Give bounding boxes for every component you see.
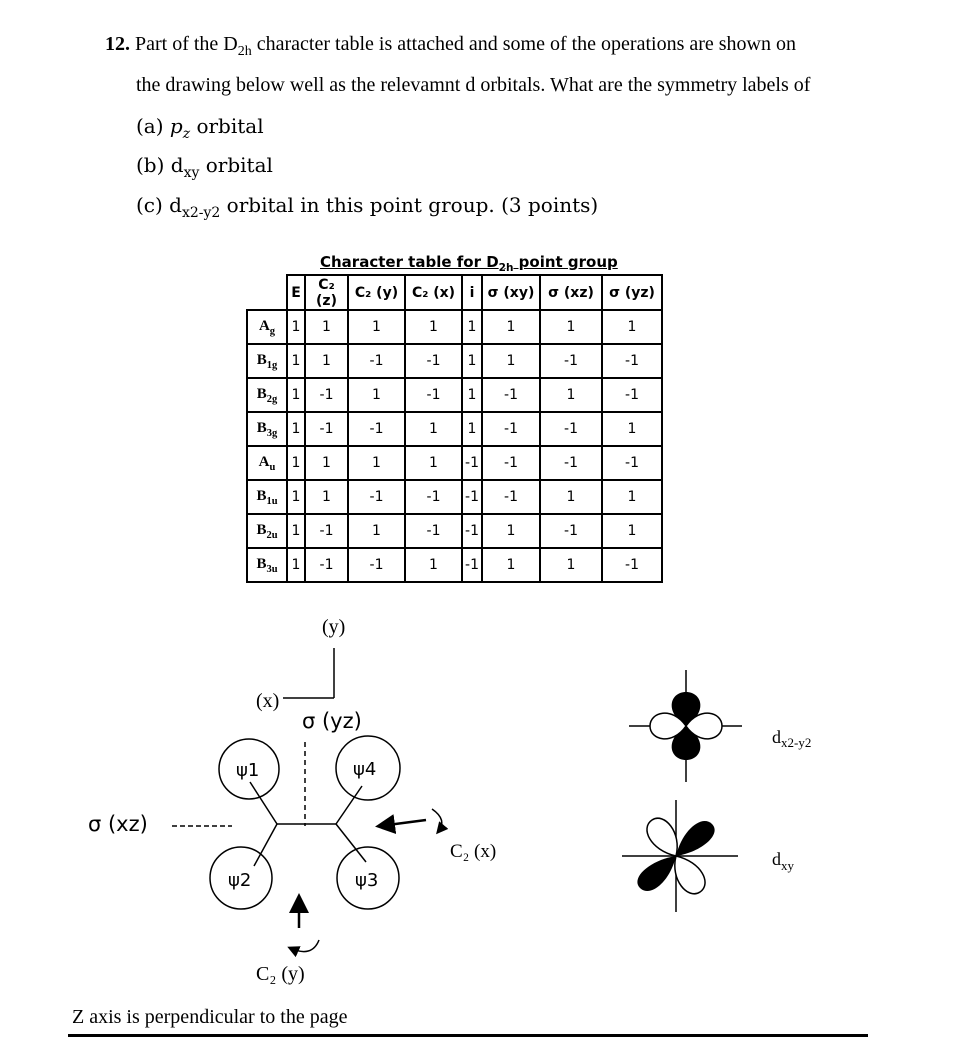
character-cell: -1 [482,446,540,480]
character-cell: 1 [462,344,482,378]
dx2y2-orbital-icon [629,670,742,782]
character-cell: 1 [405,548,462,582]
caption-post: point group [513,253,618,271]
header-cell: C₂ (z) [305,275,348,310]
c2x-axis-arrow [380,820,426,826]
character-cell: -1 [482,480,540,514]
axis-corner [283,648,334,698]
character-cell: -1 [462,548,482,582]
irrep-label: $B_{1g}$ [247,344,287,378]
irrep-label: $A_g$ [247,310,287,344]
psi3-label: ψ3 [355,870,379,891]
character-cell: 1 [482,514,540,548]
character-cell: 1 [287,412,305,446]
character-cell: -1 [348,480,405,514]
irrep-label: $B_{2g}$ [247,378,287,412]
character-cell: 1 [540,548,602,582]
character-cell: -1 [602,378,662,412]
question-line-2: the drawing below well as the relevamnt d orbitals. What are the symmetry labels of [136,74,811,96]
character-cell: -1 [540,514,602,548]
y-axis-label: (y) [322,616,346,638]
c2y-rotation-icon [290,940,319,952]
sigma-xz-label: σ (xz) [88,812,148,836]
footer-note: Z axis is perpendicular to the page [72,1006,348,1028]
character-cell: -1 [405,344,462,378]
character-cell: -1 [305,514,348,548]
part-c-prefix: (c) d [136,193,182,217]
part-b-prefix: (b) d [136,153,184,177]
psi1-label: ψ1 [236,760,260,781]
character-cell: -1 [462,480,482,514]
header-cell: σ (xz) [540,275,602,310]
part-b-suffix: orbital [199,153,273,177]
dxy-orbital-icon [622,800,738,912]
character-cell: 1 [482,548,540,582]
character-cell: -1 [540,412,602,446]
caption-sub: 2h [498,262,514,274]
character-cell: 1 [540,480,602,514]
character-cell: 1 [462,378,482,412]
header-cell: i [462,275,482,310]
question-text-pre: Part of the D [135,33,238,55]
character-cell: -1 [305,378,348,412]
header-cell: E [287,275,305,310]
character-cell: 1 [348,514,405,548]
question-text-sub: 2h [237,44,252,59]
character-cell: -1 [305,548,348,582]
header-cell: C₂ (x) [405,275,462,310]
question-number: 12. [105,33,130,55]
character-cell: 1 [287,446,305,480]
part-b-sub: xy [183,165,200,181]
character-cell: 1 [462,412,482,446]
c2y-label: C₂ (y) [256,963,305,985]
part-c-suffix: orbital in this point group. (3 points) [220,193,599,217]
character-cell: 1 [602,412,662,446]
character-cell: -1 [462,446,482,480]
dx2y2-label: $d_{x2-y2}$ [772,727,812,750]
character-cell: 1 [482,344,540,378]
c2x-label: C₂ (x) [450,841,497,862]
part-a-sub: z [182,126,191,142]
character-cell: 1 [602,514,662,548]
character-cell: -1 [305,412,348,446]
character-cell: -1 [602,548,662,582]
character-cell: 1 [405,446,462,480]
character-cell: 1 [287,310,305,344]
character-cell: -1 [482,378,540,412]
dxy-label: $d_{xy}$ [772,849,794,873]
character-cell: 1 [540,378,602,412]
irrep-label: $B_{1u}$ [247,480,287,514]
character-cell: 1 [287,480,305,514]
character-cell: 1 [305,344,348,378]
character-cell: -1 [348,344,405,378]
character-cell: 1 [305,310,348,344]
character-cell: -1 [405,378,462,412]
character-cell: -1 [540,344,602,378]
part-a-prefix: (a) [136,114,170,138]
character-cell: 1 [540,310,602,344]
part-c-sub: x2-y2 [181,205,221,221]
header-cell: σ (yz) [602,275,662,310]
character-cell: 1 [348,446,405,480]
character-cell: 1 [405,412,462,446]
psi2-label: ψ2 [228,870,252,891]
character-cell: 1 [602,310,662,344]
character-cell: 1 [602,480,662,514]
character-cell: 1 [305,446,348,480]
character-cell: 1 [405,310,462,344]
character-cell: 1 [287,344,305,378]
character-cell: 1 [287,378,305,412]
question-text-post: character table is attached and some of the operations are shown on [251,33,796,55]
character-cell: 1 [348,310,405,344]
character-cell: 1 [482,310,540,344]
character-cell: -1 [482,412,540,446]
character-cell: 1 [348,378,405,412]
part-a-suffix: orbital [190,114,264,138]
character-cell: -1 [462,514,482,548]
x-axis-label: (x) [256,690,280,712]
character-cell: -1 [348,548,405,582]
c2x-rotation-icon [432,809,442,832]
caption-pre: Character table for D [320,253,499,271]
character-cell: 1 [462,310,482,344]
irrep-label: $B_{3g}$ [247,412,287,446]
character-cell: -1 [540,446,602,480]
sigma-yz-label: σ (yz) [302,709,362,733]
irrep-label: $B_{2u}$ [247,514,287,548]
character-cell: -1 [602,344,662,378]
header-cell: σ (xy) [482,275,540,310]
character-cell: -1 [405,480,462,514]
character-cell: 1 [287,548,305,582]
character-cell: 1 [305,480,348,514]
character-cell: -1 [405,514,462,548]
character-cell: 1 [287,514,305,548]
bottom-rule [68,1034,868,1037]
character-cell: -1 [348,412,405,446]
irrep-label: $B_{3u}$ [247,548,287,582]
character-cell: -1 [602,446,662,480]
irrep-label: $A_u$ [247,446,287,480]
psi4-label: ψ4 [353,759,377,780]
part-a-italic: p [169,114,183,138]
header-cell: C₂ (y) [348,275,405,310]
